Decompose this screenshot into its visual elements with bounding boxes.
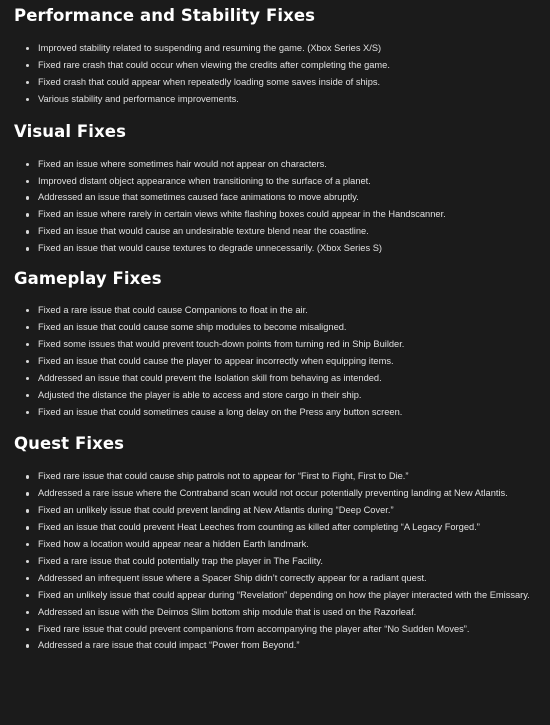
list-item: Various stability and performance improvements. bbox=[26, 91, 540, 108]
section-quest-fixes bbox=[14, 434, 540, 654]
list-item: Fixed rare crash that could occur when viewing the credits after completing the game. bbox=[26, 57, 540, 74]
fix-list bbox=[14, 40, 540, 108]
list-item: Adjusted the distance the player is able to access and store cargo in their ship. bbox=[26, 387, 540, 404]
list-item: Addressed an issue that could prevent the Isolation skill from behaving as intended. bbox=[26, 370, 540, 387]
list-item: Fixed a rare issue that could potentially trap the player in The Facility. bbox=[26, 553, 540, 570]
list-item: Fixed an issue where rarely in certain views white flashing boxes could appear in the Handscanner. bbox=[26, 206, 540, 223]
list-item: Fixed an issue that could cause the player to appear incorrectly when equipping items. bbox=[26, 353, 540, 370]
fix-list bbox=[14, 468, 540, 654]
list-item: Addressed a rare issue where the Contraband scan would not occur potentially preventing landing at New Atlantis. bbox=[26, 485, 540, 502]
list-item: Fixed some issues that would prevent touch-down points from turning red in Ship Builder. bbox=[26, 336, 540, 353]
section-gameplay-fixes bbox=[14, 269, 540, 420]
list-item: Fixed an unlikely issue that could appear during “Revelation” depending on how the player interacted with the Emissary. bbox=[26, 587, 540, 604]
list-item: Fixed rare issue that could cause ship patrols not to appear for “First to Fight, First to Die.” bbox=[26, 468, 540, 485]
list-item: Addressed a rare issue that could impact “Power from Beyond.” bbox=[26, 637, 540, 654]
list-item: Fixed an issue that could sometimes cause a long delay on the Press any button screen. bbox=[26, 404, 540, 421]
section-heading: Visual Fixes bbox=[14, 121, 127, 141]
list-item: Improved stability related to suspending and resuming the game. (Xbox Series X/S) bbox=[26, 40, 540, 57]
section-heading: Performance and Stability Fixes bbox=[14, 6, 316, 25]
section-heading: Gameplay Fixes bbox=[14, 269, 162, 289]
section-performance-stability bbox=[14, 6, 540, 108]
list-item: Improved distant object appearance when transitioning to the surface of a planet. bbox=[26, 173, 540, 190]
list-item: Fixed an issue that could cause some ship modules to become misaligned. bbox=[26, 319, 540, 336]
list-item: Fixed a rare issue that could cause Companions to float in the air. bbox=[26, 302, 540, 319]
list-item: Addressed an issue with the Deimos Slim bottom ship module that is used on the Razorleaf. bbox=[26, 604, 540, 621]
list-item: Fixed an issue that could prevent Heat Leeches from counting as killed after completing “A Legacy Forged.” bbox=[26, 519, 540, 536]
list-item: Addressed an infrequent issue where a Spacer Ship didn’t correctly appear for a radiant quest. bbox=[26, 570, 540, 587]
list-item: Fixed an unlikely issue that could prevent landing at New Atlantis during “Deep Cover.” bbox=[26, 502, 540, 519]
section-visual-fixes bbox=[14, 122, 540, 257]
list-item: Fixed an issue that would cause an undesirable texture blend near the coastline. bbox=[26, 223, 540, 240]
list-item: Fixed rare issue that could prevent companions from accompanying the player after “No Sudden Moves”. bbox=[26, 621, 540, 638]
list-item: Fixed an issue that would cause textures to degrade unnecessarily. (Xbox Series S) bbox=[26, 240, 540, 257]
section-heading: Quest Fixes bbox=[14, 434, 125, 454]
list-item: Addressed an issue that sometimes caused face animations to move abruptly. bbox=[26, 189, 540, 206]
fix-list bbox=[14, 156, 540, 257]
list-item: Fixed crash that could appear when repeatedly loading some saves inside of ships. bbox=[26, 74, 540, 91]
list-item: Fixed how a location would appear near a hidden Earth landmark. bbox=[26, 536, 540, 553]
list-item: Fixed an issue where sometimes hair would not appear on characters. bbox=[26, 156, 540, 173]
fix-list bbox=[14, 302, 540, 420]
